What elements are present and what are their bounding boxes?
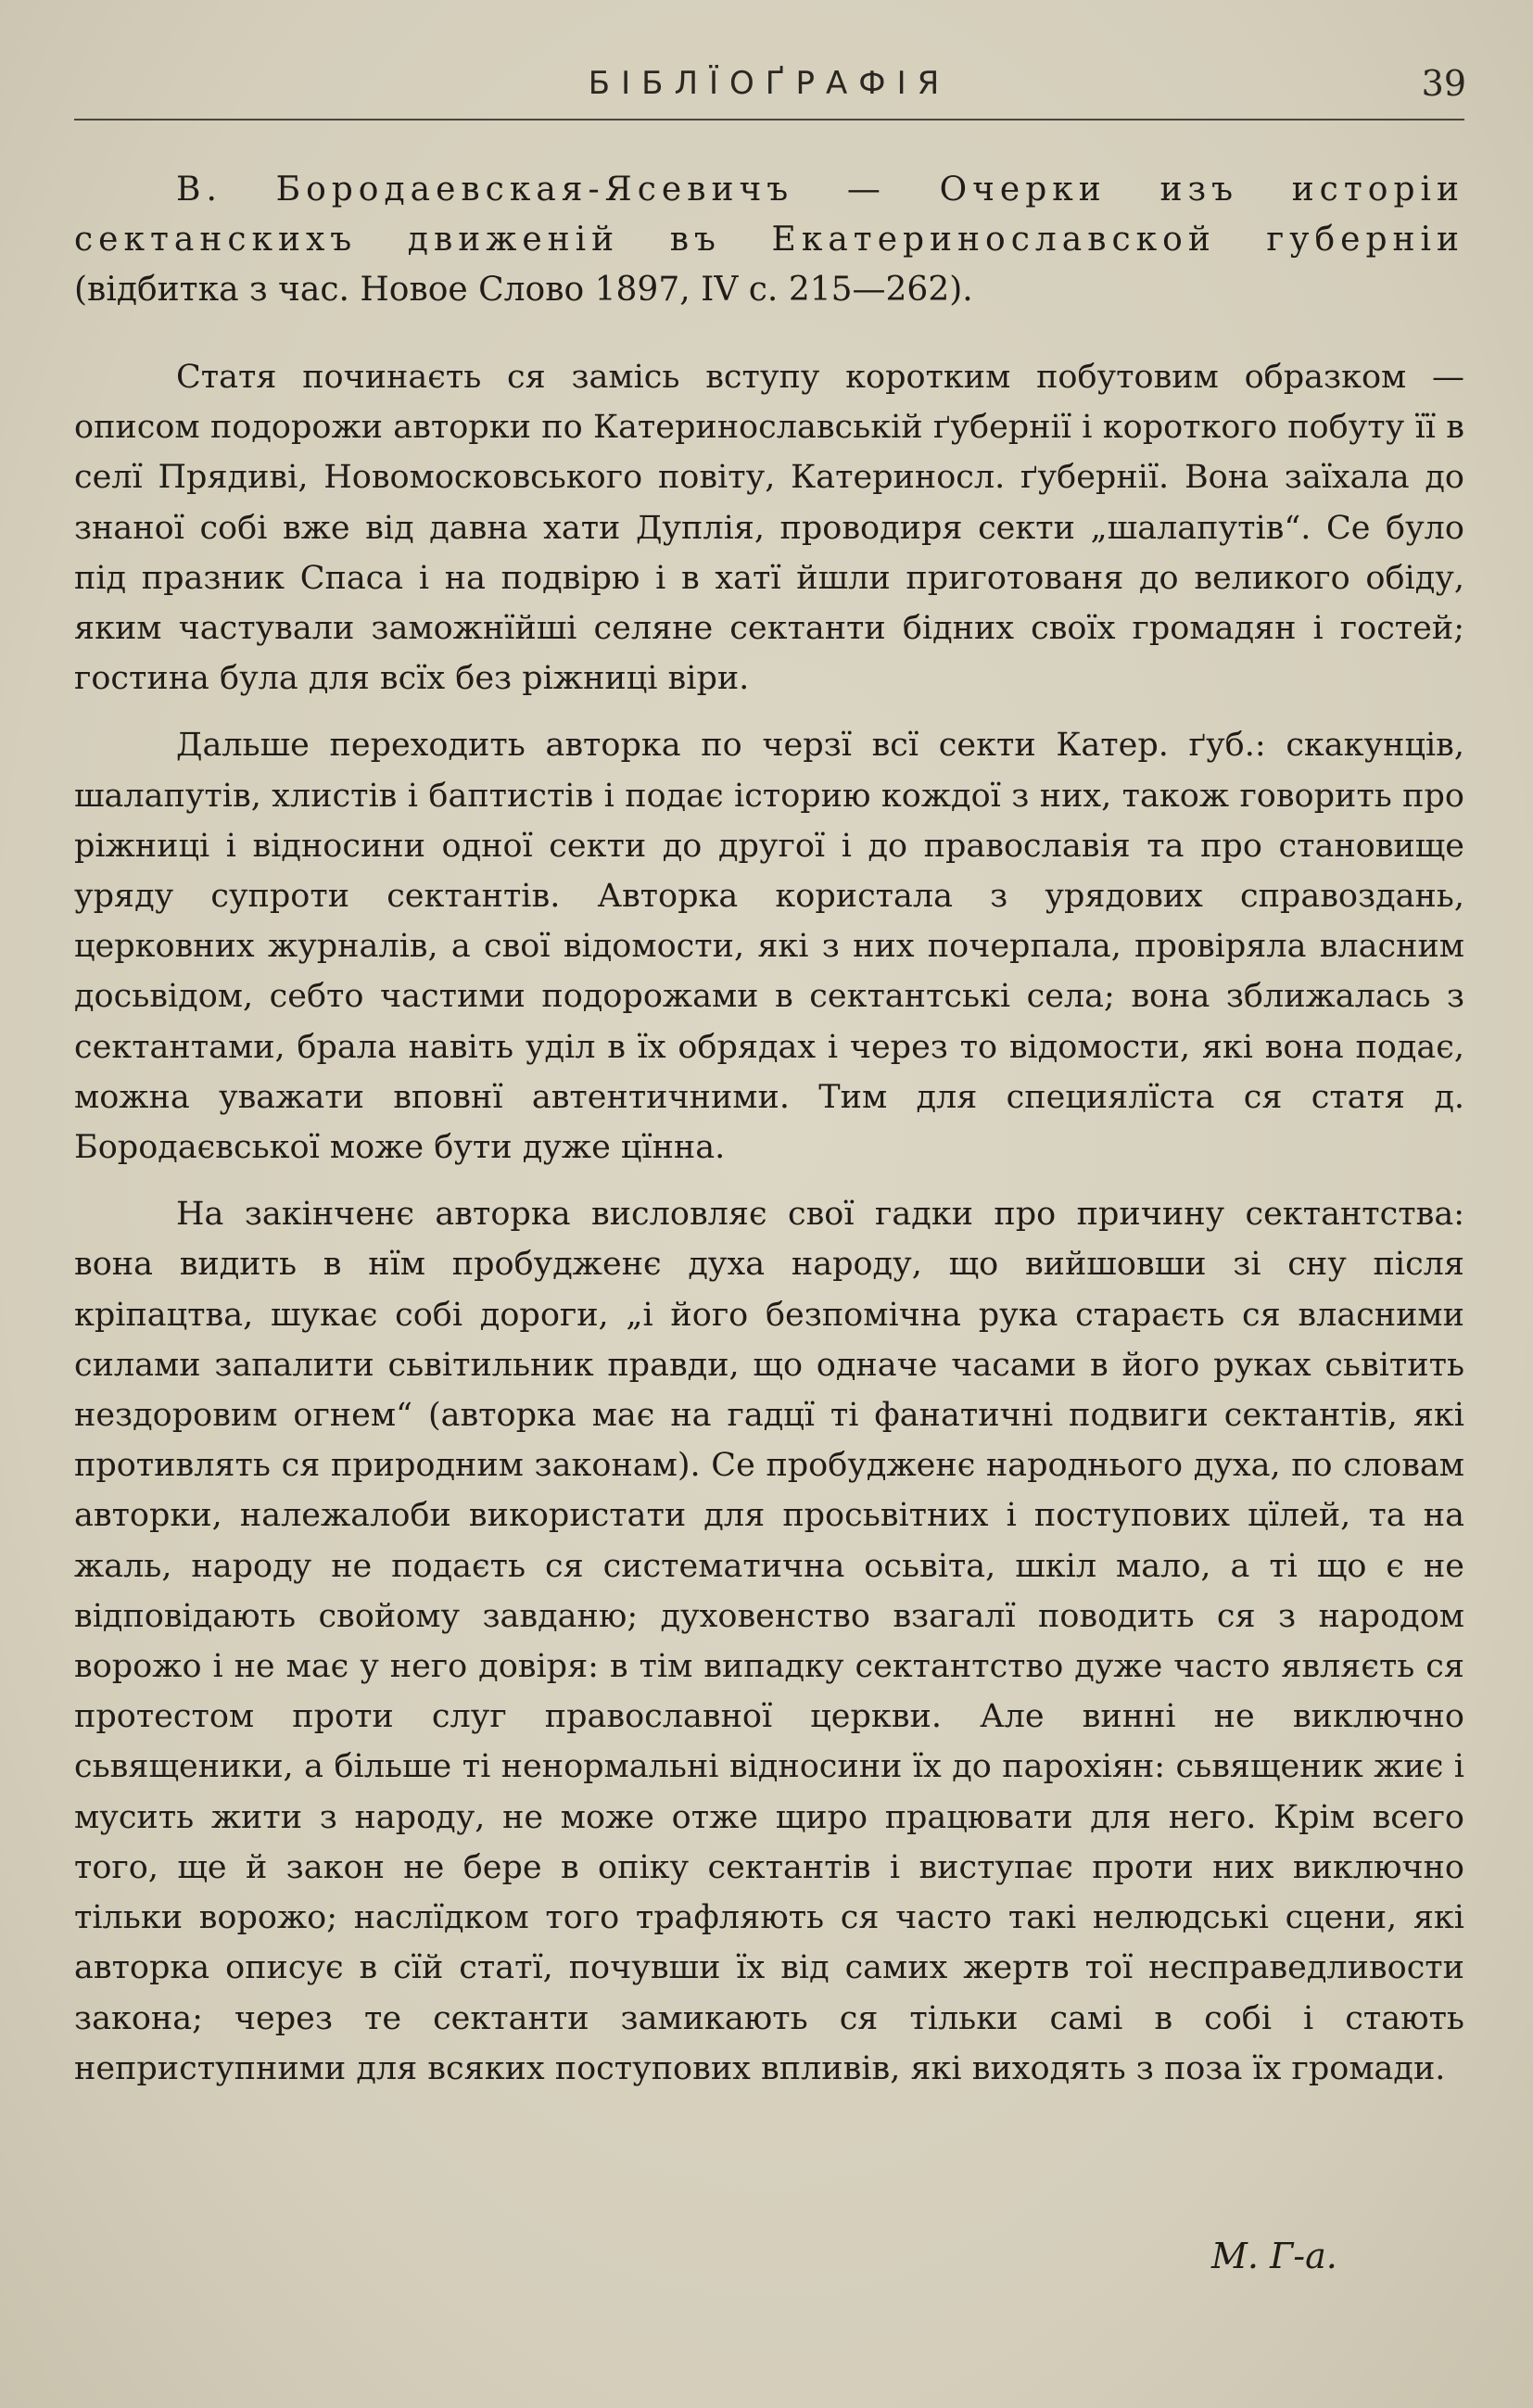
entry-title-source: (відбитка з час. Новое Слово 1897, IV c. 215—262).	[74, 271, 973, 309]
author-signature: М. Г-а.	[1211, 2236, 1337, 2276]
entry-title-russian: В. Бородаевская-Ясевичъ — Очерки изъ исторіи сектанскихъ движеній въ Екатеринославской губерніи	[74, 171, 1464, 259]
entry-title	[74, 165, 1464, 315]
running-title: БІБЛЇОҐРАФІЯ	[588, 65, 951, 102]
page-header	[74, 57, 1464, 113]
review-text	[74, 165, 1464, 2110]
paragraph-2: Дальше переходить авторка по черзї всї секти Катер. ґуб.: скакунців, шалапутів, хлистів і баптистів і подає історию кождої з них, також говорить про ріжниці і відносини одної секти до другої і до православія та про становище уряду супроти сектантів. Авторка користала з урядових справоздань, церковних журналів, а свої відомости, які з них почерпала, провіряла власним досьвідом, себто частими подорожами в сектантські села; вона зближалась з сектантами, брала навіть уділ в їх обрядах і через то відомости, які вона подає, можна уважати вповнї автентичними. Тим для специялїста ся статя д. Бородаєвської може бути дуже цїнна.	[74, 727, 1464, 1167]
header-rule	[74, 119, 1464, 120]
page-number: 39	[1421, 63, 1466, 104]
paragraph-1: Статя починаєть ся замісь вступу коротким побутовим образком — описом подорожи авторки по Катеринославській ґубернії і короткого побуту її в селї Прядиві, Новомосковського повіту, Катериносл. ґубернії. Вона заїхала до знаної собі вже від давна хати Дуплія, проводиря секти „шалапутів“. Се було під празник Спаса і на подвірю і в хатї йшли приготованя до великого обіду, яким частували заможнїйші селяне сектанти бідних своїх громадян і гостей; гостина була для всїх без ріжниці віри.	[74, 359, 1464, 698]
paragraph-3: На закінченє авторка висловляє свої гадки про причину сектантства: вона видить в нїм пробудженє духа народу, що вийшовши зі сну після кріпацтва, шукає собі дороги, „і його безпомічна рука стараєть ся власними силами запалити сьвітильник правди, що одначе часами в його руках сьвітить нездоровим огнем“ (авторка має на гадцї ті фанатичні подвиги сектантів, які противлять ся природним законам). Се пробудженє народнього духа, по словам авторки, належалоби використати для просьвітних і поступових цїлей, та на жаль, народу не подаєть ся систематична осьвіта, шкіл мало, а ті що є не відповідають свойому завданю; духовенство взагалї поводить ся з народом ворожо і не має у него довіря: в тім випадку сектантство дуже часто являєть ся протестом проти слуг православної церкви. Але винні не виключно сьвященики, а більше ті ненормальні відносини їх до парохіян: сьвященик жиє і мусить жити з народу, не може отже щиро працювати для него. Крім всего того, ще й закон не бере в опіку сектантів і виступає проти них виключно тільки ворожо; наслїдком того трафляють ся часто такі нелюдські сцени, які авторка описує в сїй статї, почувши їх від самих жертв тої несправедливости закона; через те сектанти замикають ся тільки самі в собі і стають неприступними для всяких поступових впливів, які виходять з поза їх громади.	[74, 1196, 1464, 2087]
